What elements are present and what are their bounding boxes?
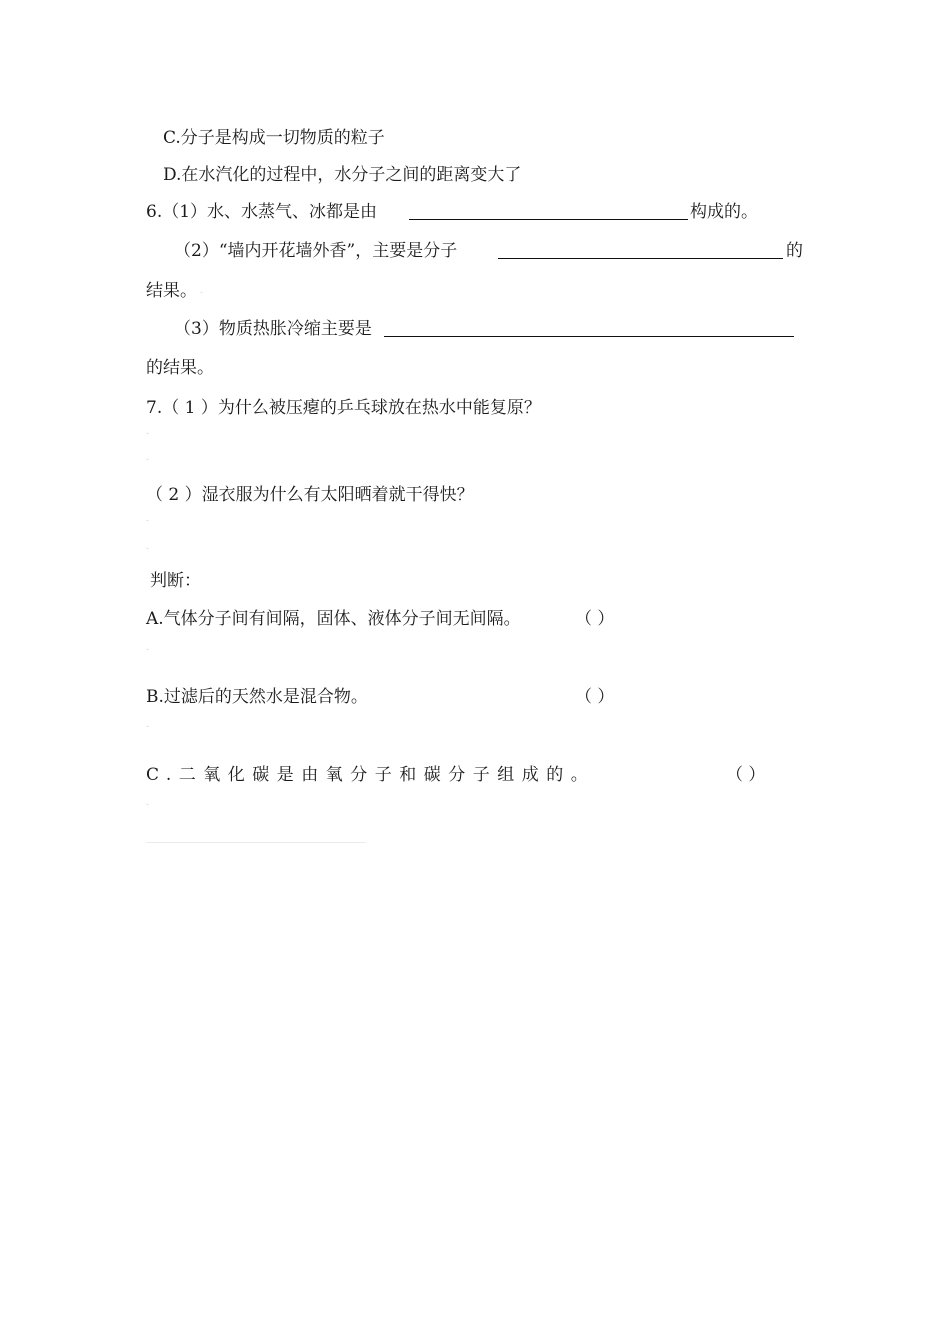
q6-part3-prefix: （3）物质热胀冷缩主要是: [174, 319, 372, 339]
q6-part2-continuation: 结果。: [146, 281, 197, 301]
q5-option-d: D.在水汽化的过程中，水分子之间的距离变大了: [163, 165, 522, 185]
tick-mark: -: [146, 455, 150, 465]
q6-part1-suffix: 构成的。: [690, 202, 758, 222]
q5-option-c: C.分子是构成一切物质的粒子: [163, 128, 385, 148]
q6-part1-blank[interactable]: [409, 219, 688, 220]
tick-mark: -: [146, 800, 150, 810]
judge-a-answer-parens[interactable]: （ ）: [575, 609, 615, 629]
q6-part2-blank[interactable]: [498, 258, 783, 259]
tick-mark: -: [146, 722, 150, 732]
tick-mark: -: [146, 645, 150, 655]
judge-b-text: B.过滤后的天然水是混合物。: [146, 687, 368, 707]
q7-part2: （ 2 ）湿衣服为什么有太阳晒着就干得快？: [146, 485, 474, 505]
tick-mark: -: [200, 288, 204, 298]
q6-part3-blank[interactable]: [384, 336, 794, 337]
judge-c-text: C.二氧化碳是由氧分子和碳分子组成的。: [146, 765, 596, 785]
judge-b-answer-parens[interactable]: （ ）: [575, 687, 615, 707]
tick-mark: -: [146, 544, 150, 554]
judge-a-text: A.气体分子间有间隔，固体、液体分子间无间隔。: [146, 609, 521, 629]
q7-part1: 7.（ 1 ）为什么被压瘪的乒乓球放在热水中能复原？: [146, 398, 541, 418]
q6-part2-prefix: （2）“墙内开花墙外香”，主要是分子: [174, 241, 458, 261]
judge-title: 判断：: [150, 571, 201, 591]
footnote-separator: [146, 842, 366, 843]
q6-part3-continuation: 的结果。: [146, 358, 214, 378]
tick-mark: -: [146, 429, 150, 439]
q6-part2-suffix: 的: [786, 241, 803, 261]
tick-mark: -: [146, 516, 150, 526]
q6-part1-prefix: 6.（1）水、水蒸气、冰都是由: [146, 202, 378, 222]
judge-c-answer-parens[interactable]: （ ）: [726, 765, 766, 785]
